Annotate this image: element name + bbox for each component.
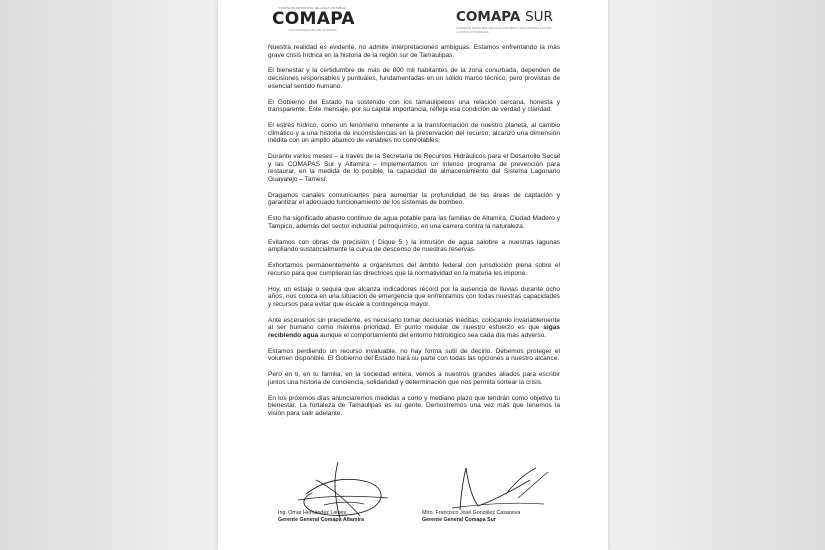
paragraph: En los próximos días anunciaremos medidas a corto y mediano plazo que tendrán como objetivo tu bienestar. La fortaleza de Tamaulipas es su gente. Demostremos una vez más que tenemos la visión para salir adelante. [268, 394, 560, 418]
logo-name-light: SUR [525, 9, 553, 25]
paragraph-text: aunque el comportamiento del entorno hidrológico sea cada día más adverso. [318, 332, 547, 339]
paragraph: Esto ha significado abasto continuo de agua potable para las familias de Altamira, Ciudad Madero y Tampico, además del sector industrial petroquímico, en una carrera contra la naturaleza. [268, 215, 560, 230]
emphasis-text: sigas recibiendo agua [268, 324, 560, 339]
paragraph [268, 317, 560, 340]
logo-name-bold: COMAPA [456, 9, 521, 25]
paragraph: Dragamos canales comunicantes para aumentar la profundidad de las áreas de captación y garantizar el adecuado funcionamiento de los sistemas de bombeo. [268, 191, 560, 207]
letter-page [218, 0, 608, 550]
paragraph: Estamos perdiendo un recurso invaluable, no hay forma sutil de decirlo. Debemos proteger el volumen disponible. El Gobierno del Estado hará su parte con todas las opciones a nuestro alcance. [268, 347, 560, 363]
paragraph-text: Ante escenarios sin precedente, es necesario tomar decisiones inéditas, colocando invariablemente al ser humano como máxima prioridad. El punto medular de nuestro esfuerzo es que [268, 316, 560, 332]
signature-block-right [422, 510, 572, 524]
paragraph: Pero en ti, en tu familia, en la sociedad entera, vemos a nuestros grandes aliados para escribir juntos una historia de conciencia, solidaridad y determinación que nos permita sortear la crisis. [268, 371, 560, 386]
paragraph: Nuestra realidad es evidente, no admite interpretaciones ambiguas. Estamos enfrentando la más grave crisis hídrica en la historia de la región sur de Tamaulipas. [268, 44, 560, 59]
signer-name: Ing. Omar Hernández Leines [278, 510, 347, 516]
paragraph: El estrés hídrico, como un fenómeno inherente a la transformación de nuestro planeta, al cambio climático y a una historia de inconsistencias en la preservación del recurso, alcanzó una dimensión inédita con un amplio abanico de variables no controlables. [268, 122, 560, 145]
paragraph: Hoy, un estiaje o sequía que alcanza indicadores récord por la ausencia de lluvias durante ocho años, nos coloca en una situación de emergencia que enfrentamos con todas nuestras capacidades y recursos para evitar que escale a contingencia mayor. [268, 285, 560, 308]
signature-block-left [278, 510, 418, 524]
logo-name [456, 10, 552, 25]
paragraph: El Gobierno del Estado ha sostenido con los tamaulipecos una relación cercana, honesta y transparente. Este mensaje, por su capital importancia, refleja esa condición de verdad y claridad. [268, 98, 560, 114]
letter-body [268, 44, 560, 426]
signer-name: Mtro. Francisco José González Casanova [422, 510, 521, 516]
comapa-sur-logo [456, 9, 553, 34]
logo-bottom-text: COMISIÓN MUNICIPAL DE AGUA POTABLE Y ALCANTARILLADO DE LA ZONA CONURBADA [456, 26, 552, 34]
signer-title: Gerente General Comapa Sur [422, 517, 496, 523]
logo-name: COMAPA [272, 9, 355, 29]
paragraph: El bienestar y la certidumbre de más de 800 mil habitantes de la zona conurbada, dependen de decisiones responsables y puntuales, fundamentadas en un sólido marco técnico, pero provistas de esencial sentido humano. [268, 67, 560, 90]
paragraph: Durante varios meses – a través de la Secretaría de Recursos Hidráulicos para el Desarrollo Social y las COMAPAS Sur y Altamira – implementamos un intenso programa de prevención para restaurar, en la medida de lo posible, la capacidad de almacenamiento del Sistema Lagunario Guayalejo – Tamesí. [268, 153, 560, 183]
logo-top-text: COMISIÓN MUNICIPAL DE AGUA POTABLE [278, 6, 346, 10]
signature-right [444, 464, 554, 516]
paragraph: Exhortamos permanentemente a organismos del ámbito federal con jurisdicción plena sobre el recurso para que cumplieran las directrices que la normatividad en la materia les impone. [268, 262, 560, 277]
comapa-altamira-logo [272, 6, 355, 32]
signer-title: Gerente General Comapa Altamira [278, 517, 365, 523]
paragraph: Evitamos con obras de precisión ( Dique 5 ) la intrusión de agua salobre a nuestras lagunas ampliando sustancialmente la curva de descenso de nuestras reservas. [268, 238, 560, 254]
logo-bottom-text: Y ALCANTARILLADO DE ALTAMIRA [287, 28, 337, 32]
